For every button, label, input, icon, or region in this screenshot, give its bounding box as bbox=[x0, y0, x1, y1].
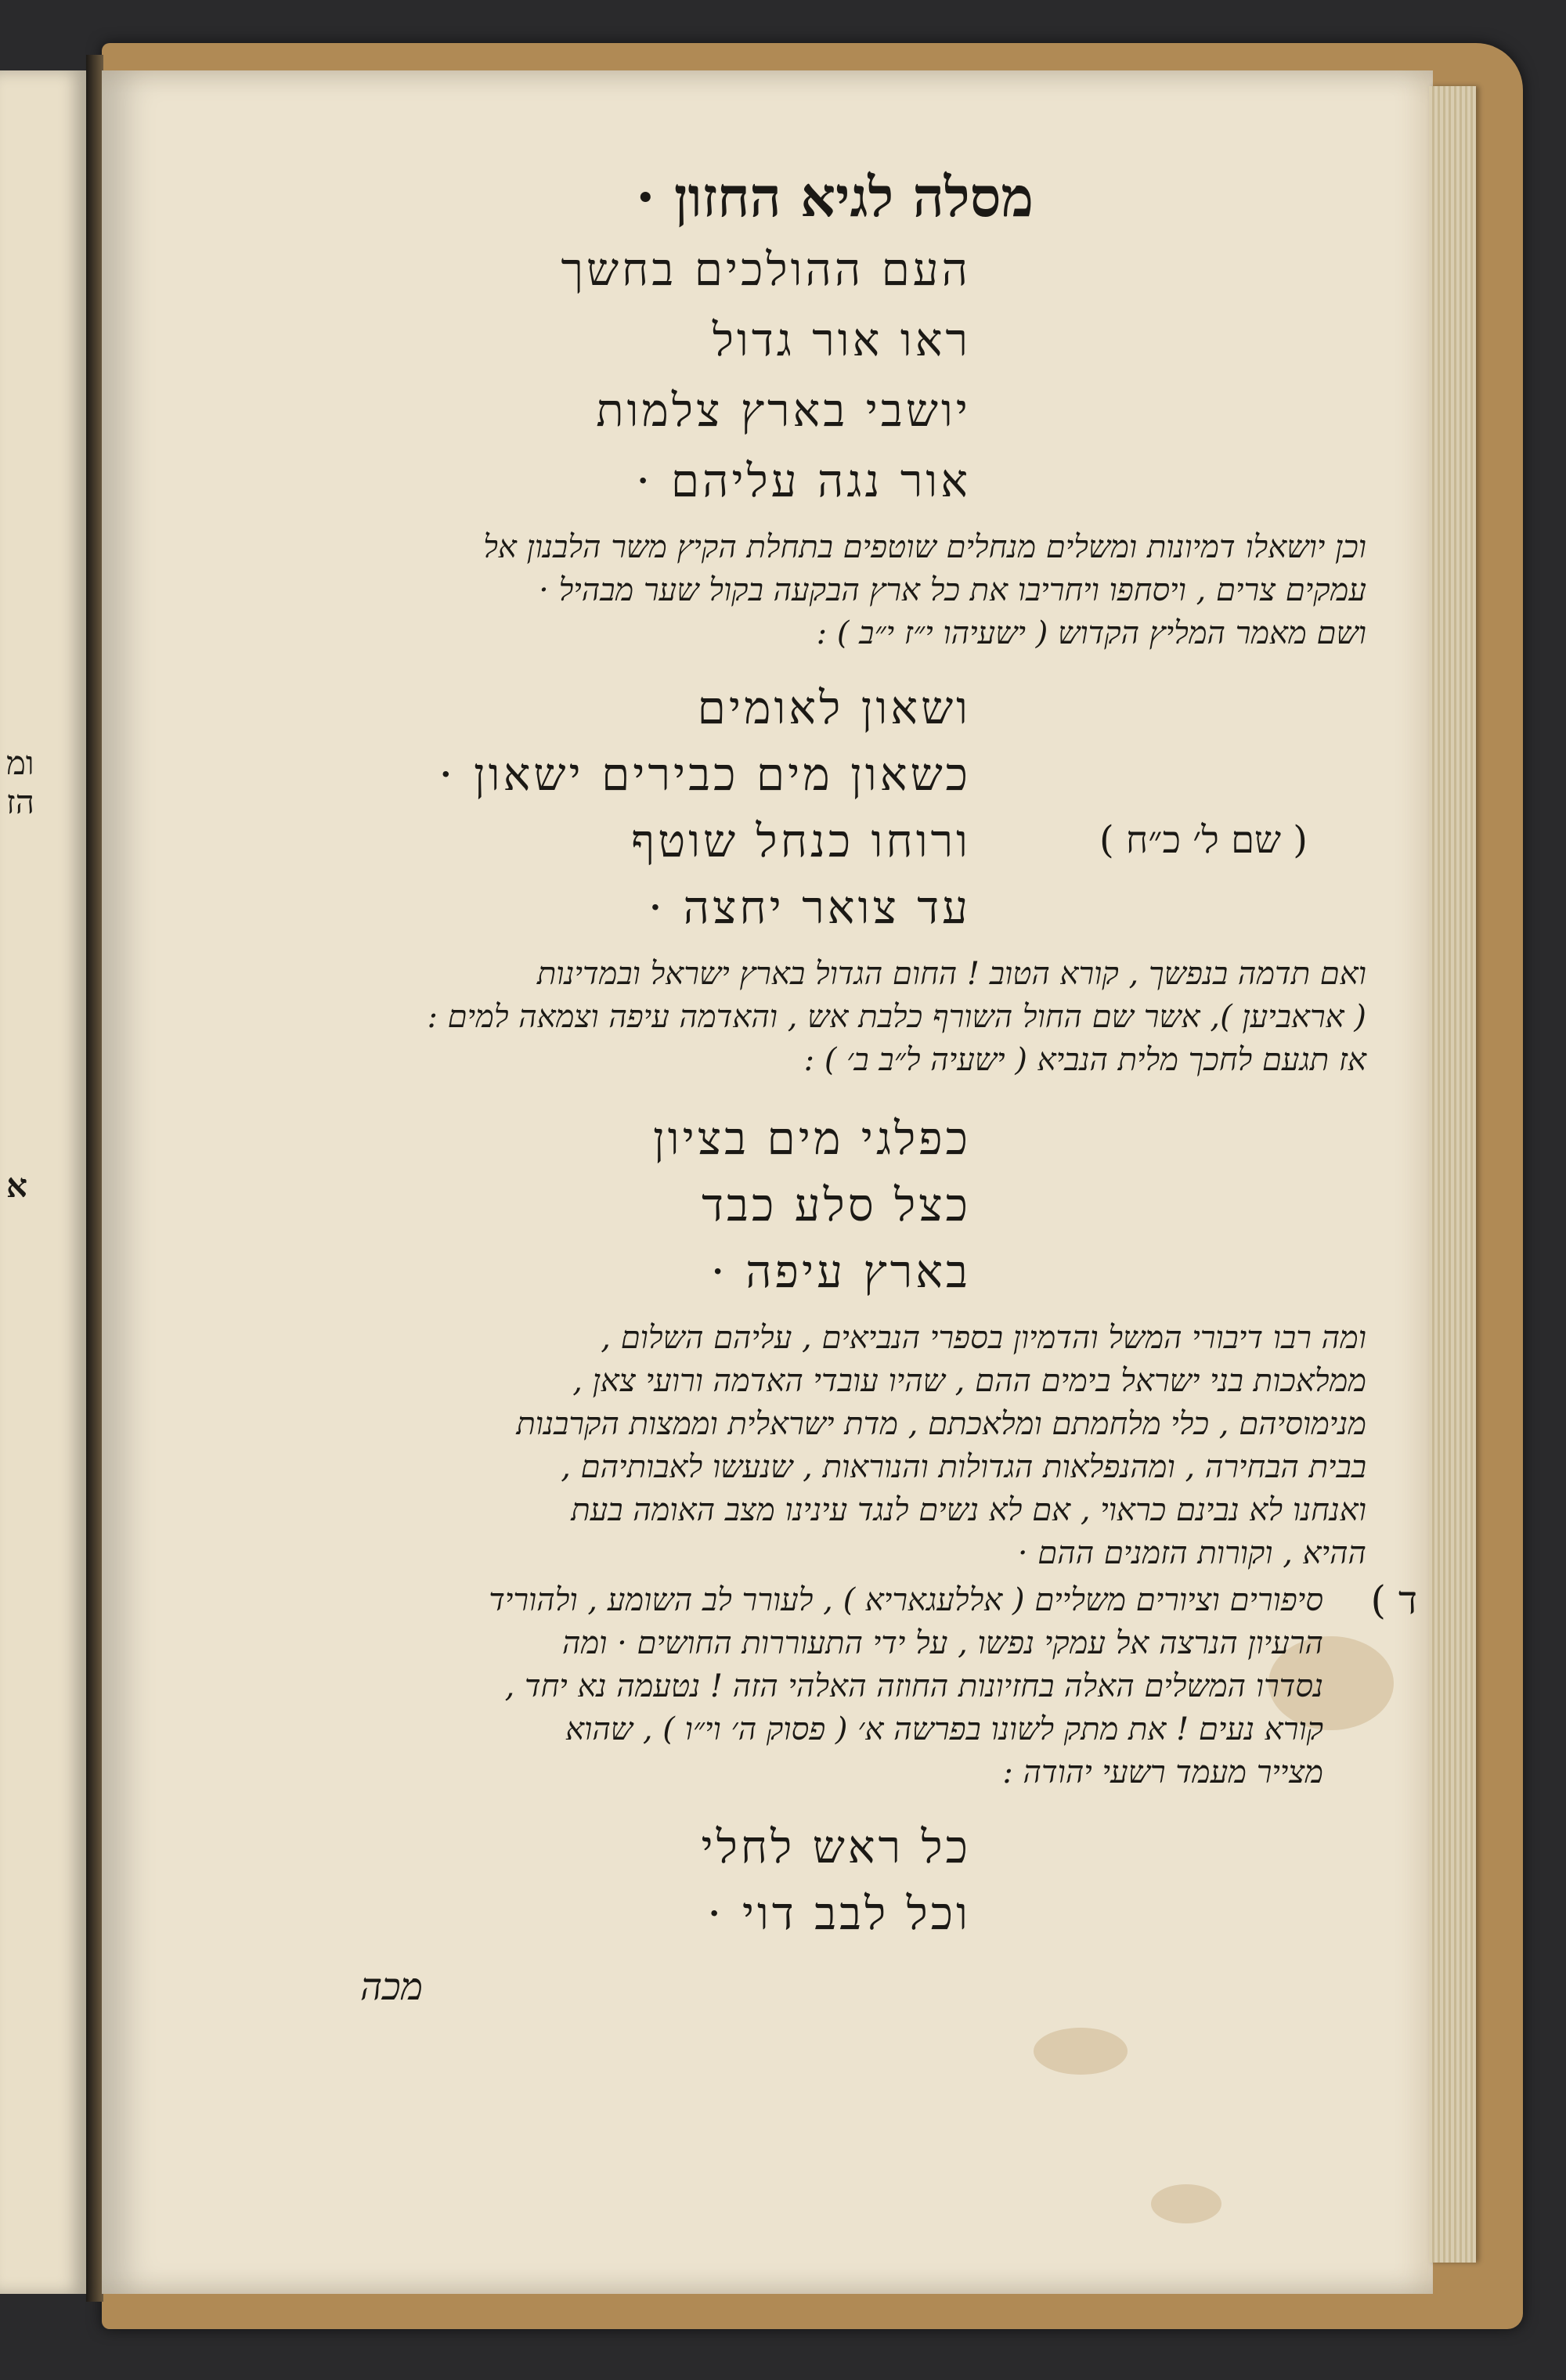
left-page bbox=[0, 70, 91, 2294]
right-page bbox=[102, 70, 1433, 2294]
prose-line: וכן יושאלו דמיונות ומשלים מנחלים שוטפים בתחלת הקיץ משר הלבנון אל bbox=[483, 529, 1366, 565]
prose-line: סיפורים וציורים משליים ( אללעגאריא ) , לעורר לב השומע , ולהוריד bbox=[489, 1582, 1323, 1618]
prose-line: ואם תדמה בנפשך , קורא הטוב ! החום הגדול בארץ ישראל ובמדינות bbox=[536, 956, 1366, 992]
verse-line: אור נגה עליהם · bbox=[636, 454, 971, 507]
prose-line: ( אראביען ), אשר שם החול השורף כלבת אש , והאדמה עיפה וצמאה למים : bbox=[427, 999, 1366, 1035]
prose-line: מנימוסיהם , כלי מלחמתם ומלאכתם , מדת ישראלית וממצות הקרבנות bbox=[516, 1406, 1366, 1442]
left-page-fragment: הז bbox=[6, 783, 34, 821]
verse-line: בארץ עיפה · bbox=[710, 1245, 971, 1298]
verse-line: עד צואר יחצה · bbox=[648, 881, 971, 934]
left-page-fragment: ומ bbox=[6, 744, 34, 782]
prose-line: ושם מאמר המליץ הקדוש ( ישעיהו י״ז י״ב ) : bbox=[816, 615, 1366, 651]
prose-line: ממלאכות בני ישראל בימים ההם , שהיו עובדי האדמה ורועי צאן , bbox=[572, 1363, 1366, 1399]
page-edges bbox=[1429, 86, 1476, 2263]
prose-line: בבית הבחירה , ומהנפלאות הגדולות והנוראות , שנעשו לאבותיהם , bbox=[561, 1449, 1366, 1485]
verse-line: כשאון מים כבירים ישאון · bbox=[438, 748, 971, 801]
prose-line: אז תגעם לחכך מלית הנביא ( ישעיה ל״ב ב׳ ) : bbox=[803, 1042, 1366, 1078]
prose-line: עמקים צרים , ויסחפו ויחריבו את כל ארץ הבקעה בקול שער מבהיל · bbox=[539, 572, 1366, 608]
verse-line: כל ראש לחלי bbox=[701, 1820, 971, 1873]
paper-stain bbox=[1151, 2184, 1221, 2223]
prose-line: הרעיון הנרצה אל עמקי נפשו , על ידי התעוררות החושים · ומה bbox=[562, 1625, 1323, 1661]
verse-line: ורוחו כנחל שוטף bbox=[631, 814, 971, 867]
catchword: מכה bbox=[359, 1965, 423, 2009]
verse-line: ושאון לאומים bbox=[697, 681, 971, 734]
prose-line: קורא נעים ! את מתק לשונו בפרשה א׳ ( פסוק ה׳ וי״ו ) , שהוא bbox=[565, 1711, 1323, 1747]
prose-line: ההיא , וקורות הזמנים ההם · bbox=[1017, 1535, 1366, 1571]
prose-line: מצייר מעמד רשעי יהודה : bbox=[1002, 1754, 1323, 1790]
book-spine bbox=[86, 55, 103, 2302]
section-marker: ד ) bbox=[1370, 1578, 1417, 1623]
prose-line: ואנחנו לא נבינם כראוי , אם לא נשים לנגד עינינו מצב האומה בעת bbox=[571, 1492, 1366, 1528]
paper-stain bbox=[1034, 2028, 1128, 2075]
verse-line: ראו אור גדול bbox=[712, 313, 971, 366]
verse-line: יושבי בארץ צלמות bbox=[596, 384, 971, 437]
prose-line: ומה רבו דיבורי המשל והדמיון בספרי הנביאים , עליהם השלום , bbox=[601, 1320, 1366, 1356]
page-title: מסלה לגיא החזון · bbox=[636, 164, 1034, 229]
prose-line: נסדרו המשלים האלה בחזיונות החוזה האלהי הזה ! נטעמה נא יחד , bbox=[504, 1668, 1323, 1704]
verse-line: כפלגי מים בציון bbox=[652, 1112, 971, 1165]
verse-reference: ( שם ל׳ כ״ח ) bbox=[1099, 818, 1308, 862]
verse-line: וכל לבב דוי · bbox=[706, 1887, 971, 1940]
left-page-fragment: א bbox=[6, 1167, 27, 1205]
verse-line: העם ההולכים בחשך bbox=[561, 243, 971, 296]
verse-line: כצל סלע כבד bbox=[702, 1178, 971, 1231]
